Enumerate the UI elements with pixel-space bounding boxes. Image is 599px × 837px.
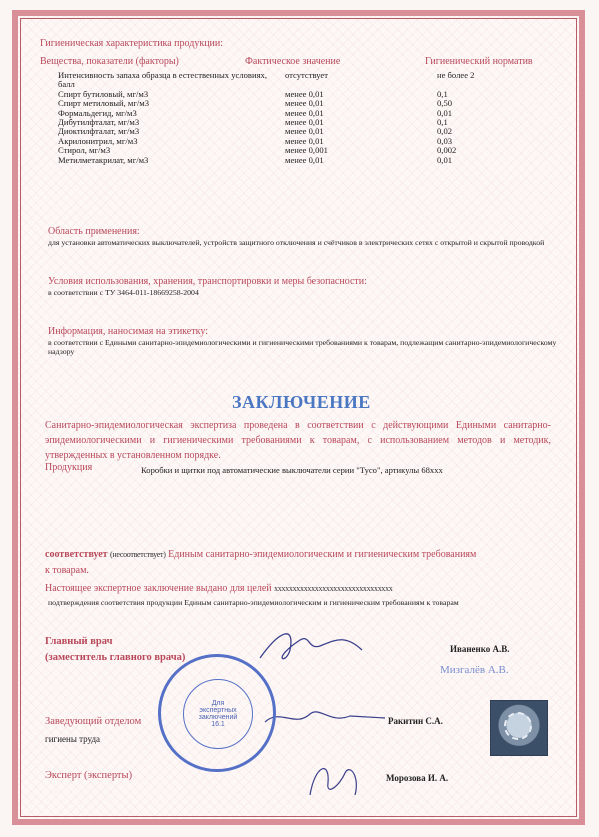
conclusion-heading: ЗАКЛЮЧЕНИЕ — [232, 392, 371, 412]
table-cell-name: Дибутилфталат, мг/м3 — [58, 117, 140, 127]
stamp-line-1: Для — [211, 700, 225, 707]
table-cell-actual: менее 0,01 — [285, 117, 324, 127]
issued-purpose: подтверждения соответствия продукции Единым санитарно-эпидемиологическим и гигиеническим требованиям к товарам — [48, 598, 459, 607]
issued-text: Настоящее экспертное заключение выдано для целей — [45, 583, 272, 594]
official-stamp — [158, 654, 276, 772]
product-label: Продукция — [45, 462, 93, 473]
chief-label: Главный врач — [45, 636, 113, 647]
col-substances-header: Вещества, показатели (факторы) — [40, 56, 179, 67]
table-cell-actual: менее 0,01 — [285, 154, 324, 165]
table-cell-name: балл — [58, 79, 75, 90]
hygiene-title: Гигиеническая характеристика продукции: — [40, 38, 224, 49]
table-cell-norm: 0,50 — [437, 98, 453, 109]
table-cell-name: Спирт бутиловый, мг/м3 — [58, 88, 149, 99]
conclusion-paragraph: Санитарно-эпидемиологическая экспертиза проведена в соответствии с действующими Едиными санитарно-эпидемиологическими и гигиеническими требованиями к товарам, с использованием методов и методик, утвержденных в установленном порядке. — [45, 420, 551, 461]
table-cell-norm: 0,03 — [437, 135, 453, 146]
stamp-line-2: экспертных — [199, 707, 237, 714]
table-cell-actual: менее 0,01 — [285, 88, 324, 99]
conditions-title: Условия использования, хранения, транспортировки и меры безопасности: — [48, 276, 367, 287]
table-cell-name: Диоктилфталат, мг/м3 — [58, 126, 140, 137]
head-dept-signature — [260, 700, 390, 734]
stamp-center — [183, 679, 253, 749]
table-cell-norm: не более 2 — [437, 70, 475, 80]
table-cell-actual: отсутствует — [285, 70, 328, 80]
table-cell-name: Метилметакрилат, мг/м3 — [58, 154, 149, 165]
table-cell-norm: 0,1 — [437, 117, 448, 127]
chief-name: Иваненко А.В. — [450, 644, 510, 654]
complies-tail: к товарам. — [45, 565, 89, 576]
stamp-number: 16.1 — [211, 721, 225, 728]
conditions-text: в соответствии с ТУ 3464-011-18669258-2004 — [48, 288, 199, 297]
complies-word: соответствует — [45, 549, 108, 560]
hologram-seal-icon — [490, 700, 548, 756]
complies-strikeout: (несоответствует) — [110, 550, 166, 559]
table-cell-name: Акрилонитрил, мг/м3 — [58, 135, 138, 146]
table-cell-norm: 0,002 — [437, 145, 457, 156]
table-cell-name: Формальдегид, мг/м3 — [58, 107, 137, 118]
expert-signature — [300, 755, 370, 805]
table-cell-actual: менее 0,01 — [285, 135, 324, 146]
complies-line — [45, 549, 476, 560]
table-cell-actual: менее 0,01 — [285, 126, 324, 137]
table-cell-actual: менее 0,001 — [285, 145, 328, 156]
chief-signature — [250, 620, 370, 670]
table-cell-norm: 0,01 — [437, 107, 453, 118]
head-dept-label: Заведующий отделом — [45, 716, 142, 727]
product-value: Коробки и щитки под автоматические выключатели серии "Тусо", артикулы 68ххх — [141, 465, 443, 475]
table-cell-norm: 0,02 — [437, 126, 453, 137]
complies-requirements: Единым санитарно-эпидемиологическим и гигиеническим требованиям — [168, 549, 477, 560]
head-dept-name: Ракитин С.А. — [388, 716, 443, 726]
stamp-line-3: заключений — [198, 714, 238, 721]
table-cell-norm: 0,1 — [437, 88, 448, 99]
area-text: для установки автоматических выключателей, устройств защитного отключения и счётчиков в электрических сетях с открытой и скрытой проводкой — [48, 238, 545, 247]
table-cell-actual: менее 0,01 — [285, 98, 324, 109]
issued-strikeout: хххххххххххххххххххххххххххххххх — [274, 584, 393, 593]
table-cell-name: Спирт метиловый, мг/м3 — [58, 98, 150, 109]
col-norm-header: Гигиенический норматив — [425, 56, 533, 67]
head-dept-sub: гигиены труда — [45, 734, 101, 744]
chief-label-deputy: (заместитель главного врача) — [45, 652, 186, 663]
expert-label: Эксперт (эксперты) — [45, 770, 133, 781]
issued-line — [45, 583, 393, 594]
alt-name-stamp: Мизгалёв А.В. — [440, 664, 509, 676]
col-actual-header: Фактическое значение — [245, 56, 341, 67]
table-cell-name: Интенсивность запаха образца в естественных условиях, — [58, 70, 267, 80]
table-cell-norm: 0,01 — [437, 154, 453, 165]
label-info-text: в соответствии с Едиными санитарно-эпидемиологическими и гигиеническими требованиями к товарам, подлежащим санитарно-эпидемиологическому надзору — [48, 338, 557, 356]
table-cell-actual: менее 0,01 — [285, 107, 324, 118]
expert-name: Морозова И. А. — [386, 773, 449, 783]
label-info-title: Информация, наносимая на этикетку: — [48, 326, 208, 337]
area-title: Область применения: — [48, 226, 140, 237]
table-cell-name: Стирол, мг/м3 — [58, 145, 111, 156]
